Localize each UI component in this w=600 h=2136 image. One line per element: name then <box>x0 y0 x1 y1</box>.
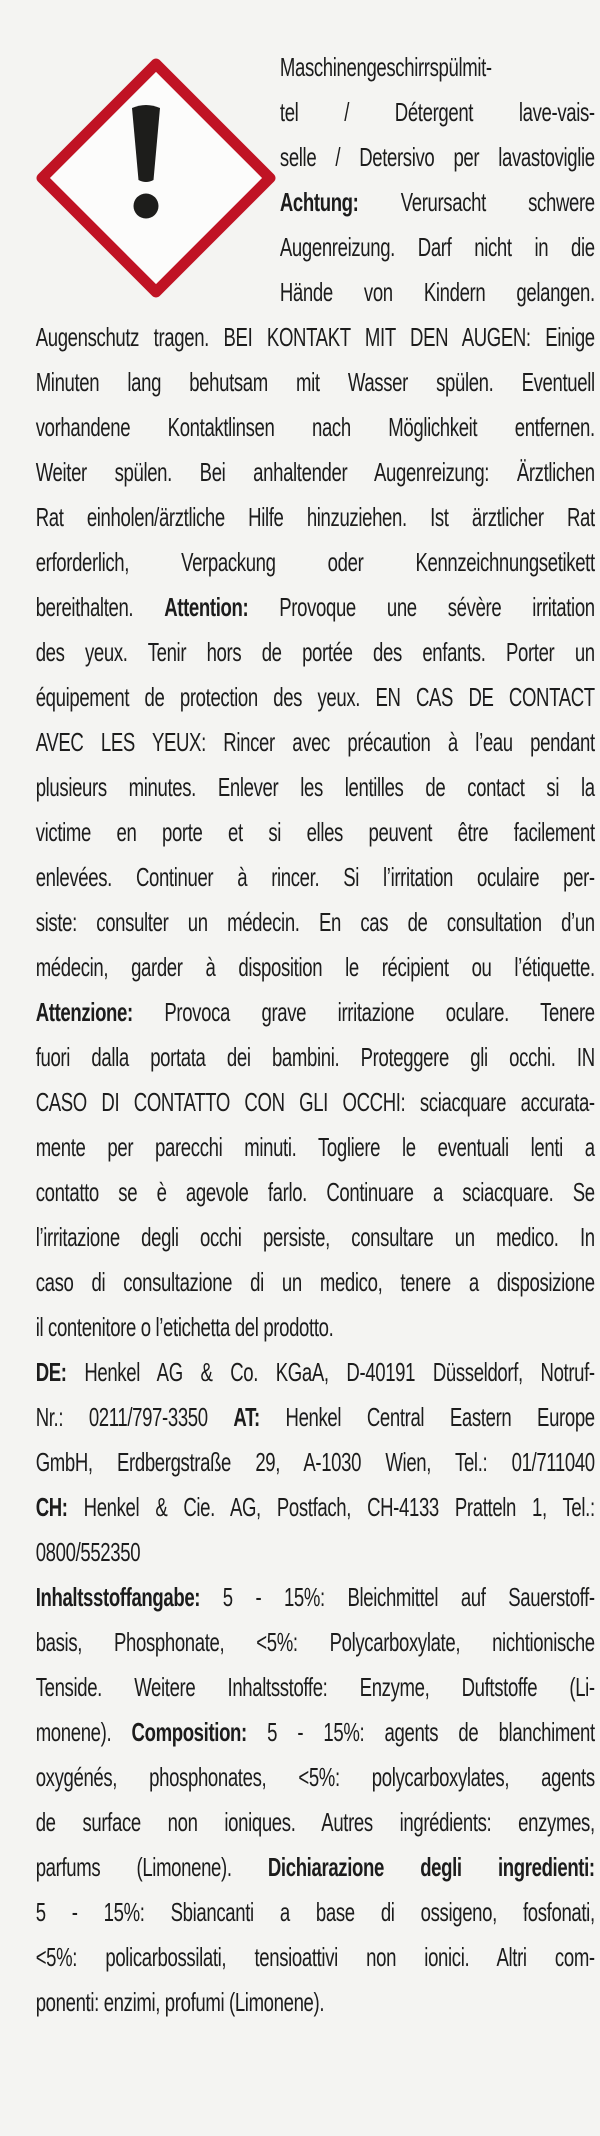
text-segment: caso di consultazione di un medico, tenere a disposizione <box>35 1267 595 1297</box>
text-segment: monene). <box>35 1717 132 1747</box>
bold-text-segment: DE: <box>35 1357 67 1387</box>
text-line <box>36 1710 595 1755</box>
text-segment: siste: consulter un médecin. En cas de consultation d’un <box>35 907 595 937</box>
bold-text-segment: CH: <box>35 1492 68 1522</box>
text-segment: Weiter spülen. Bei anhaltender Augenreizung: Ärztlichen <box>35 457 595 487</box>
text-segment: bereithalten. <box>35 592 165 622</box>
text-segment: oxygénés, phosphonates, <5%: polycarboxylates, agents <box>35 1762 595 1792</box>
text-segment: CASO DI CONTATTO CON GLI OCCHI: sciacquare accurata- <box>35 1087 595 1117</box>
text-segment: GmbH, Erdbergstraße 29, A-1030 Wien, Tel.: 01/711040 <box>35 1447 595 1477</box>
text-segment: AVEC LES YEUX: Rincer avec précaution à l’eau pendant <box>35 727 595 757</box>
text-segment: de surface non ioniques. Autres ingrédients: enzymes, <box>35 1807 595 1837</box>
text-segment: Provoca grave irritazione oculare. Tenere <box>132 997 595 1027</box>
text-segment: erforderlich, Verpackung oder Kennzeichnungsetikett <box>35 547 595 577</box>
text-segment: équipement de protection des yeux. EN CAS DE CONTACT <box>35 682 595 712</box>
text-line <box>36 675 595 720</box>
text-line <box>36 1530 595 1575</box>
bold-text-segment: Attention: <box>164 592 249 622</box>
text-line <box>36 1350 595 1395</box>
text-line <box>36 945 595 990</box>
text-line <box>36 1260 595 1305</box>
bold-text-segment: Attenzione: <box>35 997 133 1027</box>
text-segment: <5%: policarbossilati, tensioattivi non ionici. Altri com- <box>35 1942 595 1972</box>
text-segment: victime en porte et si elles peuvent être facilement <box>35 817 595 847</box>
text-line <box>36 1980 595 2025</box>
text-line <box>36 1305 595 1350</box>
text-segment: Augenreizung. Darf nicht in die <box>279 232 595 262</box>
text-segment: 5 - 15%: Sbiancanti a base di ossigeno, fosfonati, <box>35 1897 595 1927</box>
text-segment: basis, Phosphonate, <5%: Polycarboxylate, nichtionische <box>35 1627 595 1657</box>
text-segment: vorhandene Kontaktlinsen nach Möglichkeit entfernen. <box>35 412 595 442</box>
text-line <box>36 315 595 360</box>
text-segment: il contenitore o l’etichetta del prodotto. <box>35 1312 334 1342</box>
text-segment: enlevées. Continuer à rincer. Si l’irritation oculaire per- <box>35 862 595 892</box>
text-line <box>36 495 595 540</box>
text-line <box>36 360 595 405</box>
text-line <box>36 1170 595 1215</box>
text-line <box>36 855 595 900</box>
bold-text-segment: Dichiarazione degli ingredienti: <box>267 1852 595 1882</box>
bold-text-segment: AT: <box>233 1402 260 1432</box>
text-segment: l’irritazione degli occhi persiste, consultare un medico. In <box>35 1222 595 1252</box>
text-segment: ponenti: enzimi, profumi (Limonene). <box>35 1987 325 2017</box>
text-segment: médecin, garder à disposition le récipient ou l’étiquette. <box>35 952 595 982</box>
text-line <box>36 1125 595 1170</box>
text-segment: Henkel Central Eastern Europe <box>259 1402 595 1432</box>
bold-text-segment: Composition: <box>131 1717 247 1747</box>
text-segment: Henkel AG & Co. KGaA, D-40191 Düsseldorf, Notruf- <box>66 1357 595 1387</box>
text-segment: Hände von Kindern gelangen. <box>279 277 595 307</box>
text-line <box>36 1215 595 1260</box>
text-line <box>36 765 595 810</box>
text-line <box>36 1395 595 1440</box>
text-line <box>36 1755 595 1800</box>
text-segment: parfums (Limonene). <box>35 1852 268 1882</box>
text-segment: 0800/552350 <box>35 1537 141 1567</box>
text-line <box>36 1485 595 1530</box>
text-segment: Maschinengeschirrspülmit- <box>279 52 492 82</box>
text-segment: Rat einholen/ärztliche Hilfe hinzuziehen. Ist ärztlicher Rat <box>35 502 595 532</box>
text-segment: Verursacht schwere <box>358 187 595 217</box>
text-line <box>36 1890 595 1935</box>
text-line <box>280 225 595 270</box>
text-segment: tel / Détergent lave-vais- <box>279 97 595 127</box>
text-line <box>36 720 595 765</box>
label-text <box>0 45 600 2025</box>
text-line <box>36 1800 595 1845</box>
text-line <box>36 1035 595 1080</box>
text-line <box>36 450 595 495</box>
text-segment: Minuten lang behutsam mit Wasser spülen. Eventuell <box>35 367 595 397</box>
text-segment: selle / Detersivo per lavastoviglie <box>279 142 595 172</box>
text-line <box>36 1440 595 1485</box>
text-segment: Nr.: 0211/797-3350 <box>35 1402 234 1432</box>
text-line <box>36 1080 595 1125</box>
bold-text-segment: Inhaltsstoffangabe: <box>35 1582 201 1612</box>
text-segment: des yeux. Tenir hors de portée des enfants. Porter un <box>35 637 595 667</box>
text-line <box>36 1845 595 1890</box>
text-segment: Tenside. Weitere Inhaltsstoffe: Enzyme, Duftstoffe (Li- <box>35 1672 595 1702</box>
text-line <box>36 1665 595 1710</box>
text-segment: 5 - 15%: agents de blanchiment <box>246 1717 595 1747</box>
text-line <box>280 45 595 90</box>
text-line <box>36 900 595 945</box>
text-line <box>36 630 595 675</box>
text-line <box>36 810 595 855</box>
text-line <box>36 1935 595 1980</box>
text-line <box>280 135 595 180</box>
text-segment: fuori dalla portata dei bambini. Proteggere gli occhi. IN <box>35 1042 595 1072</box>
text-segment: Provoque une sévère irritation <box>248 592 595 622</box>
text-line <box>36 405 595 450</box>
text-segment: mente per parecchi minuti. Togliere le eventuali lenti a <box>35 1132 595 1162</box>
text-line <box>36 1620 595 1665</box>
text-line <box>36 990 595 1035</box>
text-segment: Augenschutz tragen. BEI KONTAKT MIT DEN AUGEN: Einige <box>35 322 595 352</box>
text-line <box>280 180 595 225</box>
text-segment: 5 - 15%: Bleichmittel auf Sauerstoff- <box>200 1582 595 1612</box>
text-line <box>36 540 595 585</box>
text-segment: Henkel & Cie. AG, Postfach, CH-4133 Pratteln 1, Tel.: <box>67 1492 595 1522</box>
text-segment: plusieurs minutes. Enlever les lentilles de contact si la <box>35 772 595 802</box>
text-line <box>280 270 595 315</box>
text-line <box>36 1575 595 1620</box>
text-line <box>280 90 595 135</box>
text-segment: contatto se è agevole farlo. Continuare a sciacquare. Se <box>35 1177 595 1207</box>
bold-text-segment: Achtung: <box>279 187 359 217</box>
text-line <box>36 585 595 630</box>
